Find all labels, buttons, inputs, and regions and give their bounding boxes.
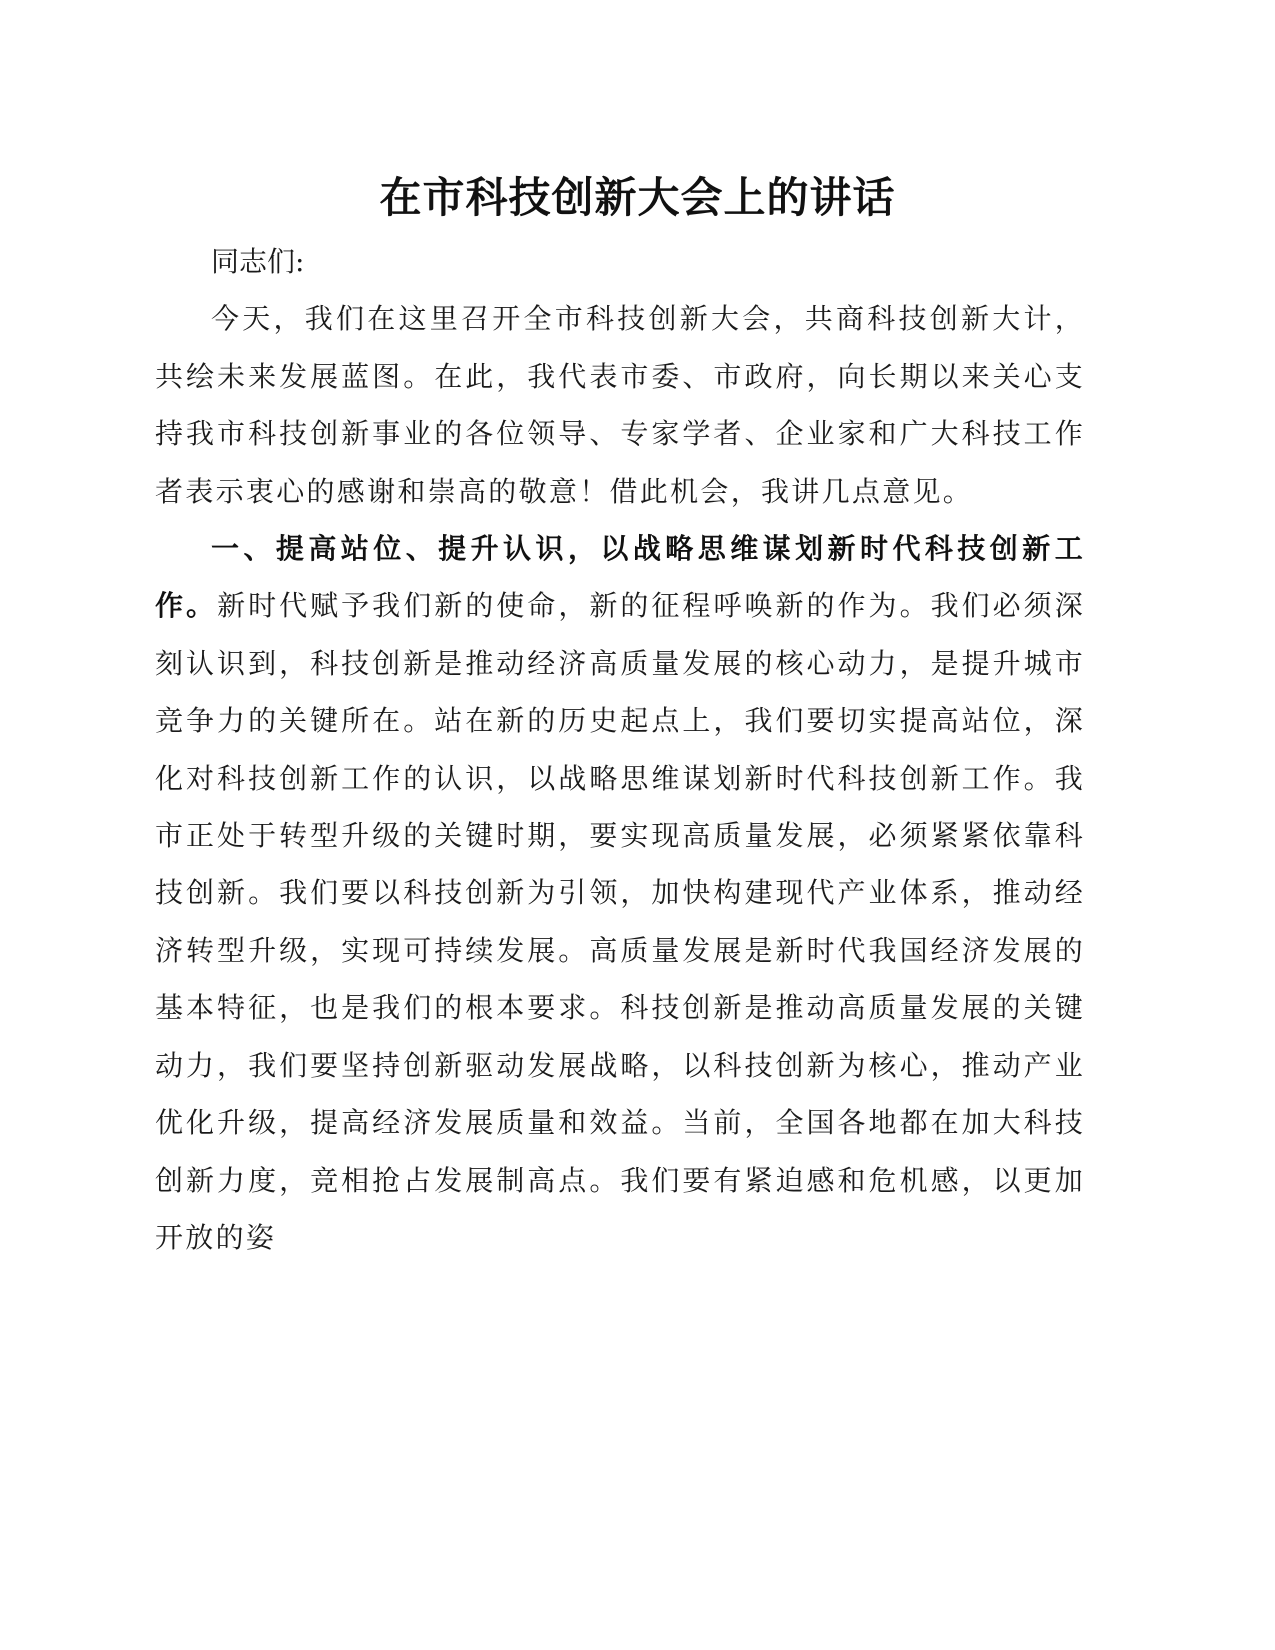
- section-1-heading: 一、提高站位、提升认识，以战略思维谋划新时代科技创新工作。: [155, 532, 1085, 623]
- section-1-body: 新时代赋予我们新的使命，新的征程呼唤新的作为。我们必须深刻认识到，科技创新是推动经济高质量发展的核心动力，是提升城市竞争力的关键所在。站在新的历史起点上，我们要切实提高站位，深化对科技创新工作的认识，以战略思维谋划新时代科技创新工作。我市正处于转型升级的关键时期，要实现高质量发展，必须紧紧依靠科技创新。我们要以科技创新为引领，加快构建现代产业体系，推动经济转型升级，实现可持续发展。高质量发展是新时代我国经济发展的基本特征，也是我们的根本要求。科技创新是推动高质量发展的关键动力，我们要坚持创新驱动发展战略，以科技创新为核心，推动产业优化升级，提高经济发展质量和效益。当前，全国各地都在加大科技创新力度，竞相抢占发展制高点。我们要有紧迫感和危机感，以更加开放的姿: [155, 589, 1086, 1254]
- section-1-paragraph: [155, 520, 1085, 1266]
- document-title: 在市科技创新大会上的讲话: [379, 173, 896, 222]
- document-body: [155, 233, 1085, 1266]
- opening-paragraph: 今天，我们在这里召开全市科技创新大会，共商科技创新大计，共绘未来发展蓝图。在此，我代表市委、市政府，向长期以来关心支持我市科技创新事业的各位领导、专家学者、企业家和广大科技工作者表示衷心的感谢和崇高的敬意！借此机会，我讲几点意见。: [155, 302, 1085, 508]
- greeting-line: 同志们:: [211, 245, 305, 278]
